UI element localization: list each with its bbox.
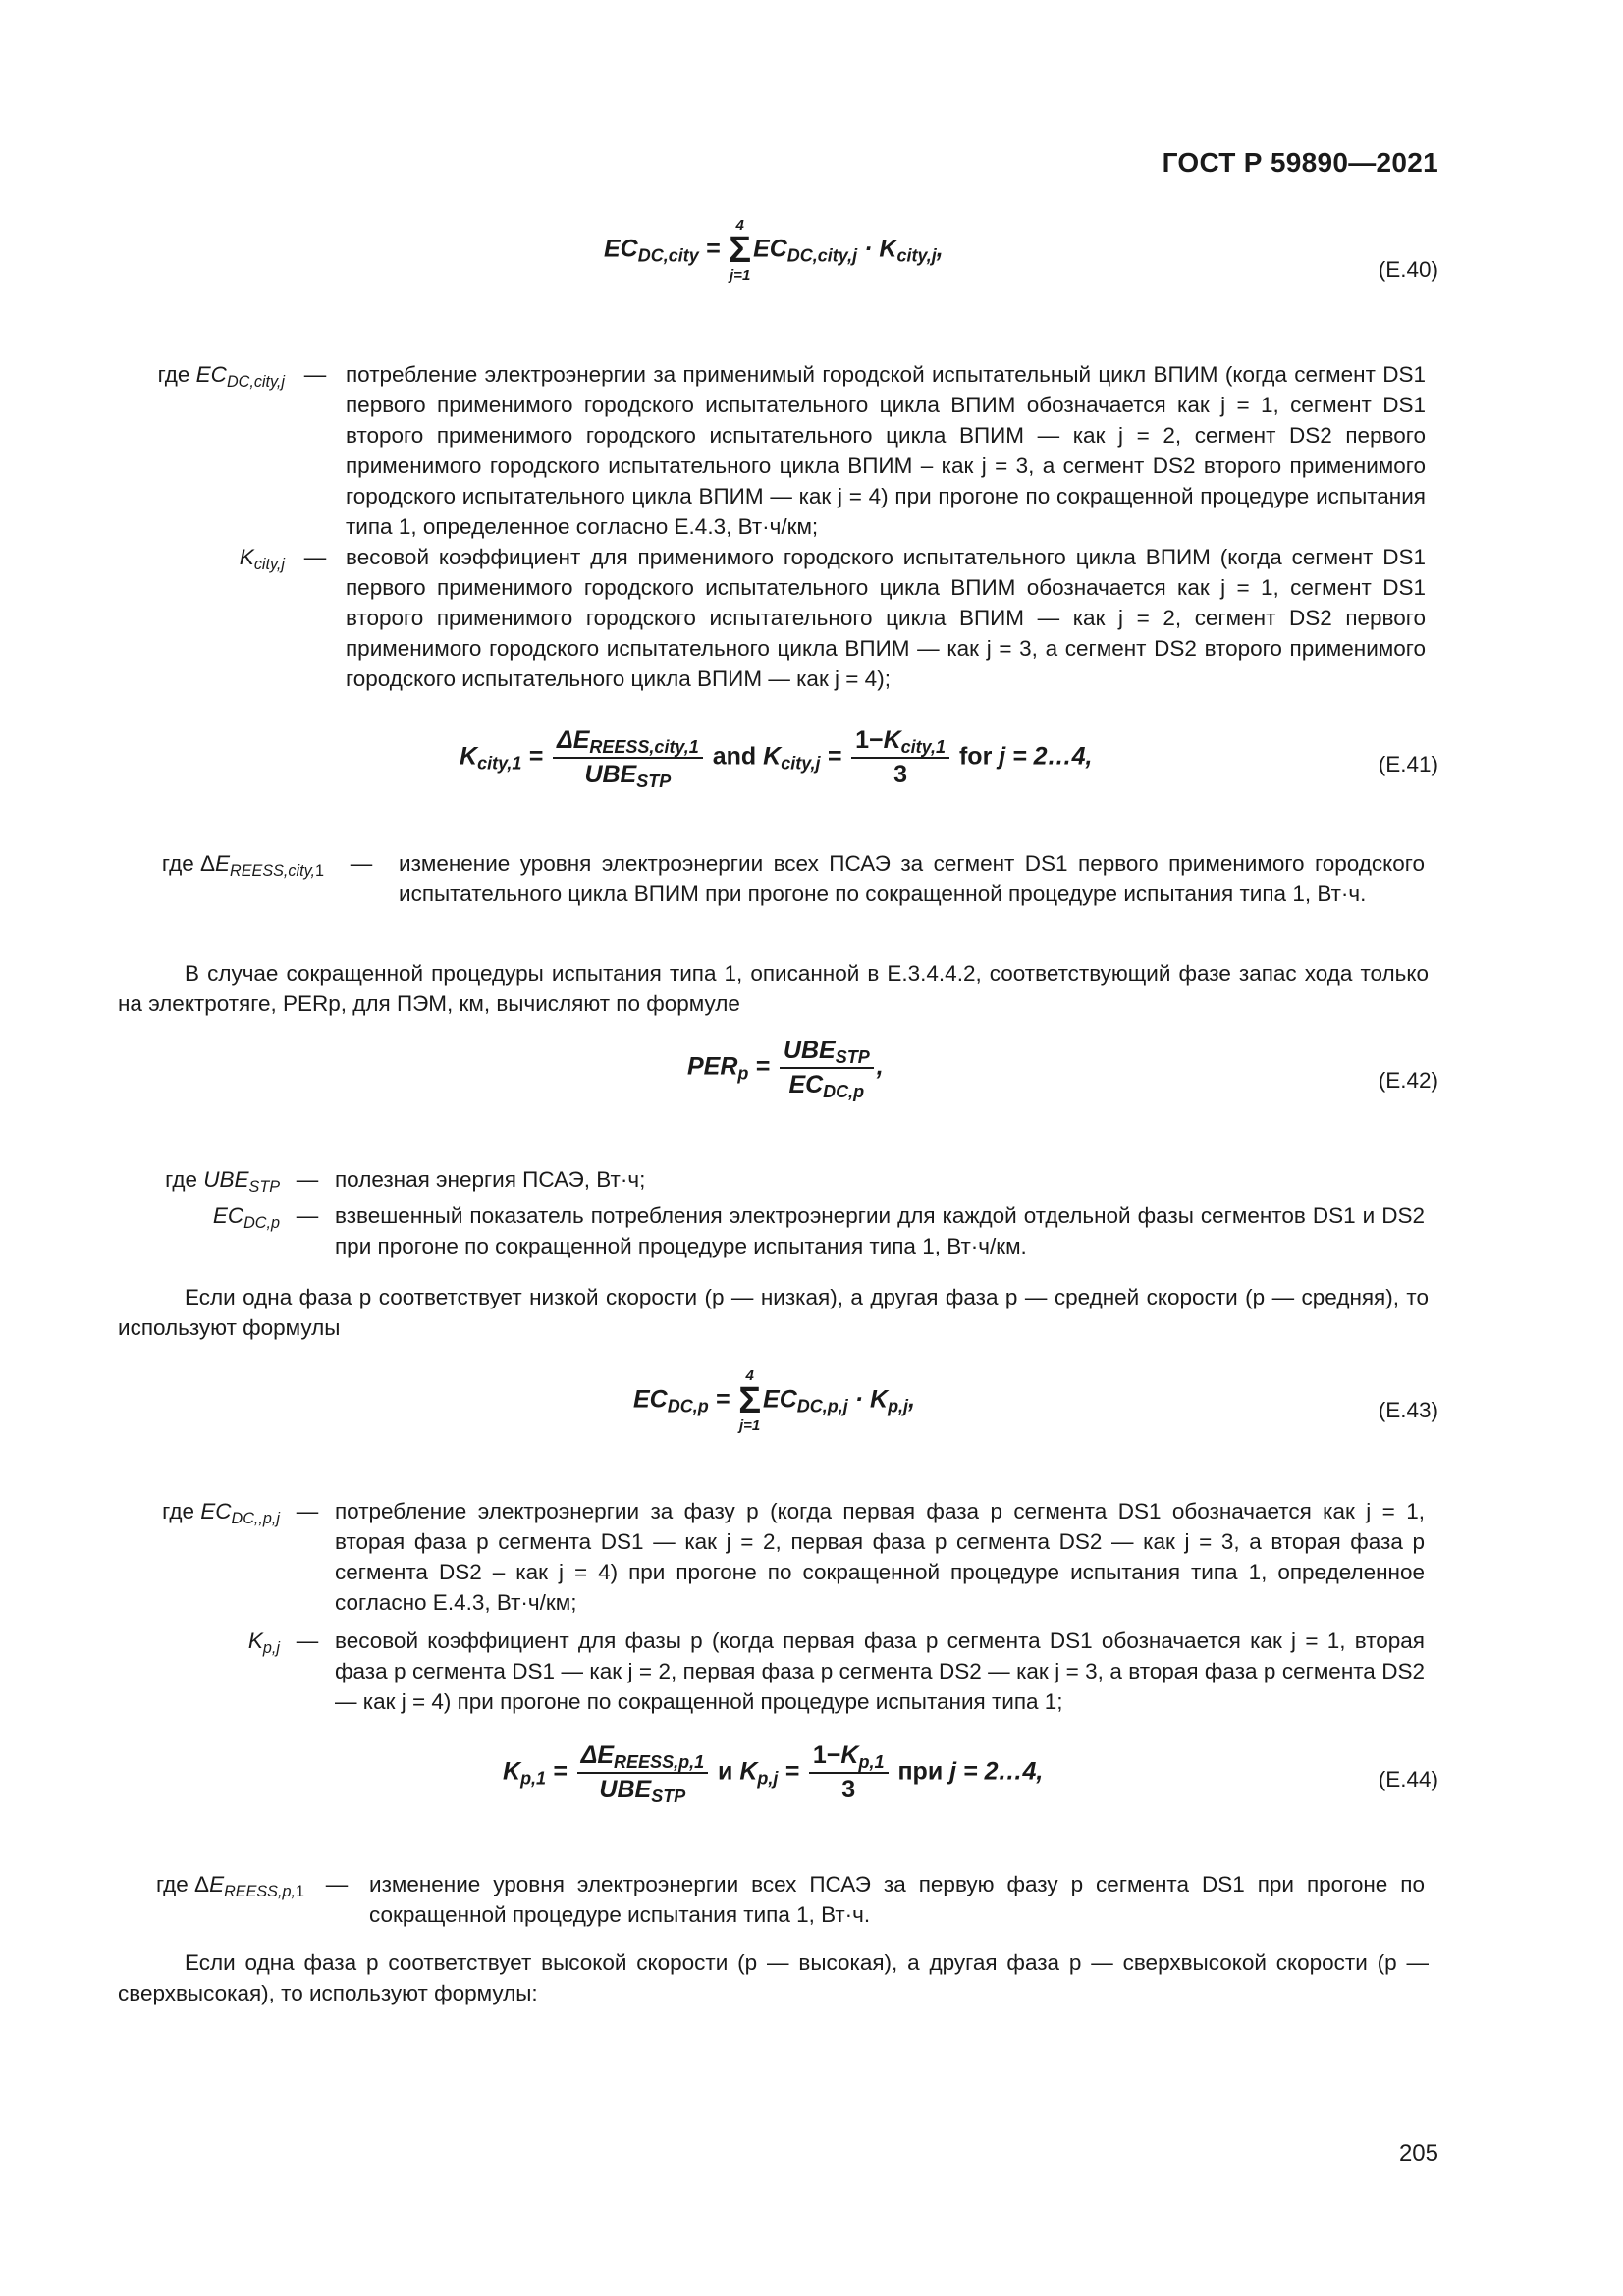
definition-k-city-j: $K_{city,j}$ — весовой коэффициент для применимого городского испытательного цикла ВПИМ (когда сегмент DS1 первого применимого городского испытательного цикла ВПИМ обозначается как j = 1, сегмент DS1 второго применимого городского испытательного цикла ВПИМ — как j = 2, сегмент DS2 первого применимого городского испытательного цикла ВПИМ — как j = 3, а сегмент DS2 второго применимого городского испытательного цикла ВПИМ — как j = 4);: [128, 542, 1429, 694]
definition-text: взвешенный показатель потребления электроэнергии для каждой отдельной фазы сегментов DS1 и DS2 при прогоне по сокращенной процедуре испытания типа 1, Вт·ч/км.: [335, 1203, 1425, 1258]
fraction: $\frac{1-K_{p,1}}{3}$: [809, 1741, 889, 1804]
formula-e40: $EC_{DC,city}$ = 4 Σ j=1 $EC_{DC,city,j} \cdot K_{city,j}$,: [604, 217, 944, 284]
definition-symbol: где $\Delta E_{REESS,city,1}$: [161, 851, 324, 880]
formula-e42: $PER_p$ = $\frac{UBE_{STP}}{EC_{DC,p}}$ ,: [687, 1037, 884, 1101]
definition-symbol: $K_{city,j}$: [239, 545, 285, 573]
definition-text: весовой коэффициент для фазы p (когда первая фаза p сегмента DS1 обозначается как j = 1, вторая фаза p сегмента DS1 — как j = 2, первая фаза p сегмента DS2 — как j = 3, а вторая фаза p сегмента DS2 — как j = 4) при прогоне по сокращенной процедуре испытания типа 1;: [335, 1629, 1425, 1714]
definition-delta-e-p: где $\Delta E_{REESS,p,1}$ — изменение уровня электроэнергии всех ПСАЭ за первую фазу p сегмента DS1 при прогоне по сокращенной процедуре испытания типа 1, Вт·ч.: [128, 1869, 1429, 1930]
formula-e43: $EC_{DC,p}$ = 4 Σ j=1 $EC_{DC,p,j} \cdot K_{p,j}$,: [633, 1367, 916, 1434]
definition-symbol: $EC_{DC,p}$: [212, 1203, 280, 1232]
equation-number-e42: (E.42): [1378, 1068, 1438, 1093]
fraction: $\frac{UBE_{STP}}{EC_{DC,p}}$: [780, 1037, 874, 1099]
paragraph-high-ultra: Если одна фаза p соответствует высокой скорости (p — высокая), а другая фаза p — сверхвысокой скорости (p — сверхвысокая), то используют формулы:: [118, 1950, 1429, 2005]
definitions-e41: [128, 848, 1429, 909]
formula-e41: $K_{city,1}$ = $\frac{\Delta E_{REESS,city,1}}{UBE_{STP}}$ and $K_{city,j}$ = $\frac{1-K_{city,1}}{3}$ for j = 2…4,: [460, 726, 1093, 791]
definitions-e43: [128, 1496, 1429, 1717]
definition-symbol: $K_{p,j}$: [247, 1629, 280, 1657]
sum-operator: 4 Σ j=1: [738, 1367, 762, 1434]
fraction: $\frac{\Delta E_{REESS,p,1}}{UBE_{STP}}$: [577, 1741, 709, 1804]
standard-header: ГОСТ Р 59890—2021: [1162, 147, 1438, 178]
definition-symbol: где $EC_{DC,,p,j}$: [162, 1499, 280, 1527]
definition-text: изменение уровня электроэнергии всех ПСАЭ за первую фазу p сегмента DS1 при прогоне по сокращенной процедуре испытания типа 1, Вт·ч.: [369, 1872, 1425, 1927]
definition-text: потребление электроэнергии за фазу p (когда первая фаза p сегмента DS1 обозначается как j = 1, вторая фаза p сегмента DS1 — как j = 2, первая фаза p сегмента DS2 — как j = 3, а вторая фаза p сегмента DS2 – как j = 4) при прогоне по сокращенной процедуре испытания типа 1, определенное согласно E.4.3, Вт·ч/км;: [335, 1499, 1425, 1615]
equation-number-e40: (E.40): [1378, 257, 1438, 282]
definition-symbol: где $\Delta E_{REESS,p,1}$: [155, 1872, 304, 1900]
equation-number-e44: (E.44): [1378, 1767, 1438, 1791]
formula-e44: $K_{p,1}$ = $\frac{\Delta E_{REESS,p,1}}{UBE_{STP}}$ и $K_{p,j}$ = $\frac{1-K_{p,1}}{3}$ при j = 2…4,: [503, 1741, 1044, 1806]
equation-number-e41: (E.41): [1378, 752, 1438, 776]
definition-text: весовой коэффициент для применимого городского испытательного цикла ВПИМ (когда сегмент DS1 первого применимого городского испытательного цикла ВПИМ обозначается как j = 1, сегмент DS1 второго применимого городского испытательного цикла ВПИМ — как j = 2, сегмент DS2 первого применимого городского испытательного цикла ВПИМ — как j = 3, а сегмент DS2 второго применимого городского испытательного цикла ВПИМ — как j = 4);: [346, 545, 1426, 691]
definition-ec-dc-p-j: где $EC_{DC,,p,j}$ — потребление электроэнергии за фазу p (когда первая фаза p сегмента DS1 обозначается как j = 1, вторая фаза p сегмента DS1 — как j = 2, первая фаза p сегмента DS2 — как j = 3, а вторая фаза p сегмента DS2 – как j = 4) при прогоне по сокращенной процедуре испытания типа 1, определенное согласно E.4.3, Вт·ч/км;: [128, 1496, 1429, 1618]
definition-delta-e-city: где $\Delta E_{REESS,city,1}$ — изменение уровня электроэнергии всех ПСАЭ за сегмент DS1 первого применимого городского испытательного цикла ВПИМ при прогоне по сокращенной процедуре испытания типа 1, Вт·ч.: [128, 848, 1429, 909]
definition-text: потребление электроэнергии за применимый городской испытательный цикл ВПИМ (когда сегмент DS1 первого применимого городского испытательного цикла ВПИМ обозначается как j = 1, сегмент DS1 второго применимого городского испытательного цикла ВПИМ — как j = 2, сегмент DS2 первого применимого городского испытательного цикла ВПИМ – как j = 3, а сегмент DS2 второго применимого городского испытательного цикла ВПИМ — как j = 4) при прогоне по сокращенной процедуре испытания типа 1, определенное согласно E.4.3, Вт·ч/км;: [346, 362, 1426, 539]
equation-number-e43: (E.43): [1378, 1398, 1438, 1422]
definition-symbol: где $UBE_{STP}$: [165, 1167, 280, 1196]
definitions-e44: [128, 1869, 1429, 1930]
sum-operator: 4 Σ j=1: [729, 217, 752, 284]
definition-ec-city-j: где $EC_{DC,city,j}$ — потребление электроэнергии за применимый городской испытательный цикл ВПИМ (когда сегмент DS1 первого применимого городского испытательного цикла ВПИМ обозначается как j = 1, сегмент DS1 второго применимого городского испытательного цикла ВПИМ — как j = 2, сегмент DS2 первого применимого городского испытательного цикла ВПИМ – как j = 3, а сегмент DS2 второго применимого городского испытательного цикла ВПИМ — как j = 4) при прогоне по сокращенной процедуре испытания типа 1, определенное согласно E.4.3, Вт·ч/км;: [128, 359, 1429, 542]
fraction: $\frac{\Delta E_{REESS,city,1}}{UBE_{STP}}$: [553, 726, 703, 789]
fraction: $\frac{1-K_{city,1}}{3}$: [851, 726, 949, 789]
paragraph-low-mid: Если одна фаза p соответствует низкой скорости (p — низкая), а другая фаза p — средней скорости (p — средняя), то используют формулы: [118, 1285, 1429, 1340]
definition-ube-stp: где $UBE_{STP}$ — полезная энергия ПСАЭ, Вт·ч;: [128, 1164, 1429, 1195]
definition-k-p-j: $K_{p,j}$ — весовой коэффициент для фазы p (когда первая фаза p сегмента DS1 обозначается как j = 1, вторая фаза p сегмента DS1 — как j = 2, первая фаза p сегмента DS2 — как j = 3, а вторая фаза p сегмента DS2 — как j = 4) при прогоне по сокращенной процедуре испытания типа 1;: [128, 1626, 1429, 1717]
definition-text: полезная энергия ПСАЭ, Вт·ч;: [335, 1167, 646, 1192]
definitions-e42: [128, 1164, 1429, 1261]
definitions-e40: [128, 359, 1429, 694]
page-number: 205: [1398, 2140, 1438, 2166]
paragraph-per: В случае сокращенной процедуры испытания типа 1, описанной в E.3.4.4.2, соответствующий фазе запас хода только на электротяге, PERp, для ПЭМ, км, вычисляют по формуле: [118, 961, 1429, 1016]
definition-ec-dc-p: $EC_{DC,p}$ — взвешенный показатель потребления электроэнергии для каждой отдельной фазы сегментов DS1 и DS2 при прогоне по сокращенной процедуре испытания типа 1, Вт·ч/км.: [128, 1201, 1429, 1261]
definition-text: изменение уровня электроэнергии всех ПСАЭ за сегмент DS1 первого применимого городского испытательного цикла ВПИМ при прогоне по сокращенной процедуре испытания типа 1, Вт·ч.: [399, 851, 1425, 906]
definition-symbol: где $EC_{DC,city,j}$: [157, 362, 285, 391]
